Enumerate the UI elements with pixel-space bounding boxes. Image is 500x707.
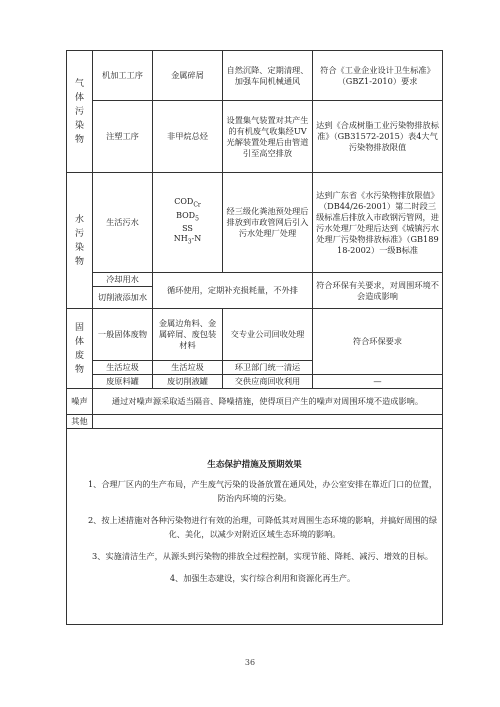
table-row xyxy=(67,173,443,273)
other-text xyxy=(93,415,443,429)
ecology-title: 生态保护措施及预期效果 xyxy=(207,460,302,470)
cell-measure: 设置集气装置对其产生的有机废气收集经UV光解装置处理后由管道引至高空排放 xyxy=(223,101,313,173)
cell-effect: — xyxy=(313,375,443,389)
cell-pollutant: 金属边角料、金属碎屑、废包装材料 xyxy=(153,309,223,361)
cell-process: 注塑工序 xyxy=(93,101,153,173)
table-row xyxy=(67,101,443,173)
category-solid: 固体废物 xyxy=(67,309,93,389)
cell-pollutant: 废切削液罐 xyxy=(153,375,223,389)
pollution-measures-table xyxy=(66,50,443,625)
cell-process: 生活污水 xyxy=(93,173,153,273)
formula-cod: $COD_{Cr}$ xyxy=(174,197,201,209)
ecology-paragraph: 1、合理厂区内的生产布局，产生废气污染的设备放置在通风处，办公室安排在靠近门口的位置，防治内环境的污染。 xyxy=(87,479,438,503)
cell-process: 生活垃圾 xyxy=(93,361,153,375)
table-row xyxy=(67,375,443,389)
page-number: 36 xyxy=(244,658,256,667)
cell-process: 冷却用水 xyxy=(93,273,153,287)
cell-pollutant: 生活垃圾 xyxy=(153,361,223,375)
cell-pollutant: 非甲烷总烃 xyxy=(153,101,223,173)
cell-process: 废原料罐 xyxy=(93,375,153,389)
ecology-paragraph: 4、加强生态建设，实行综合利用和资源化再生产。 xyxy=(169,573,356,583)
table-row xyxy=(67,273,443,287)
ecology-paragraph: 3、实施清洁生产，从源头到污染物的排放全过程控制，实现节能、降耗、减污、增效的目标。 xyxy=(92,551,433,561)
cell-measure: 自然沉降、定期清理、加强车间机械通风 xyxy=(223,51,313,101)
cell-effect: 符合环保要求 xyxy=(313,309,443,375)
cell-pollutant: 金属碎屑 xyxy=(153,51,223,101)
cell-pollutant xyxy=(153,173,223,273)
cell-measure: 环卫部门统一清运 xyxy=(223,361,313,375)
category-gas: 气体污染物 xyxy=(67,51,93,173)
formula-ss: SS xyxy=(182,224,193,234)
noise-text: 通过对噪声源采取适当隔音、降噪措施，使得项目产生的噪声对周围环境不造成影响。 xyxy=(93,389,443,415)
ecology-paragraph: 2、按上述措施对各种污染物进行有效的治理，可降低其对周围生态环境的影响，并搞好周围的绿化、美化，以减少对附近区域生态环境的影响。 xyxy=(87,515,438,539)
category-noise: 噪声 xyxy=(67,389,93,415)
cell-measure: 循环使用，定期补充损耗量，不外排 xyxy=(153,273,313,309)
cell-effect: 符合《工业企业设计卫生标准》（GBZ1-2010）要求 xyxy=(313,51,443,101)
table-row xyxy=(67,415,443,429)
table-row xyxy=(67,389,443,415)
cell-measure: 交供应商回收利用 xyxy=(223,375,313,389)
cell-effect: 符合环保有关要求，对周围环境不会造成影响 xyxy=(313,273,443,309)
table-row xyxy=(67,309,443,361)
cell-process: 机加工工序 xyxy=(93,51,153,101)
formula-bod: $BOD_5$ xyxy=(176,210,199,223)
cell-process: 切削液添加水 xyxy=(93,287,153,309)
formula-nh3n: $NH_3-N$ xyxy=(173,234,202,246)
category-other: 其他 xyxy=(67,415,93,429)
cell-effect: 达到《合成树脂工业污染物排放标准》（GB31572-2015）表4大气污染物排放限值 xyxy=(313,101,443,173)
ecology-section xyxy=(67,429,443,625)
category-water: 水污染物 xyxy=(67,173,93,309)
cell-measure: 交专业公司回收处理 xyxy=(223,309,313,361)
cell-effect: 达到广东省《水污染物排放限值》（DB44/26-2001）第二时段三级标准后排放入市政钢污管网，进污水处理厂处理后达到《城镇污水处理厂污染物排放标准》（GB18918-2002）一级B标准 xyxy=(313,173,443,273)
cell-measure: 经三级化粪池预处理后排放到市政管网后引入污水处理厂处理 xyxy=(223,173,313,273)
cell-process: 一般固体废物 xyxy=(93,309,153,361)
table-row xyxy=(67,429,443,625)
table-row xyxy=(67,51,443,101)
